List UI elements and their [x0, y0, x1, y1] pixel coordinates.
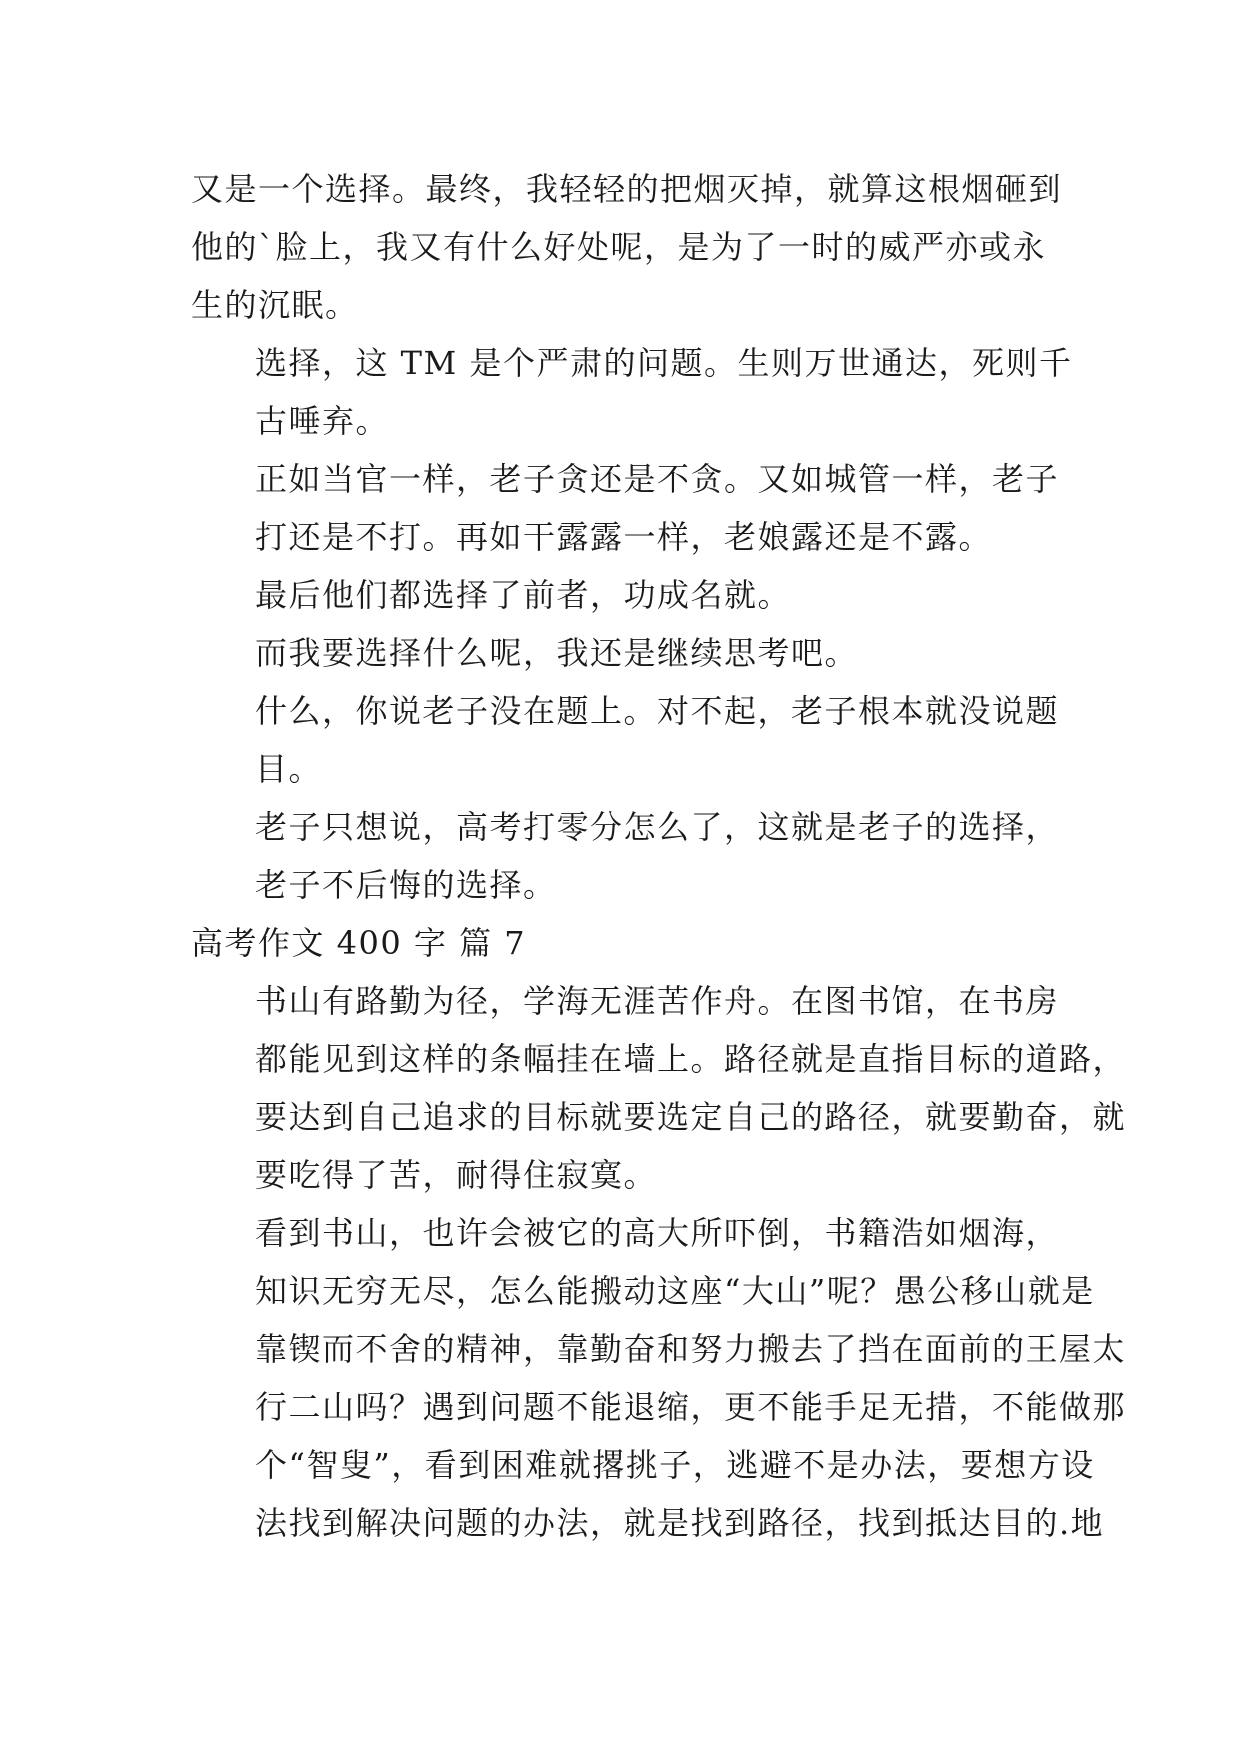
paragraph-line: 法找到解决问题的办法，就是找到路径，找到抵达目的.地 [255, 1504, 1105, 1542]
paragraph-line: 而我要选择什么呢，我还是继续思考吧。 [255, 634, 859, 672]
section-heading: 高考作文 400 字 篇 7 [191, 924, 527, 962]
paragraph-line: 书山有路勤为径，学海无涯苦作舟。在图书馆，在书房 [255, 982, 1060, 1020]
paragraph [191, 566, 1061, 624]
paragraph [191, 624, 1061, 682]
paragraph-line: 知识无穷无尽，怎么能搬动这座“大山”呢？愚公移山就是 [255, 1272, 1095, 1310]
paragraph-line: 正如当官一样，老子贪还是不贪。又如城管一样，老子 [255, 460, 1060, 498]
paragraph [191, 682, 1061, 798]
paragraph-line: 老子不后悔的选择。 [255, 866, 557, 904]
paragraph-line: 什么，你说老子没在题上。对不起，老子根本就没说题 [255, 692, 1060, 730]
paragraph-line: 行二山吗？遇到问题不能退缩，更不能手足无措，不能做那 [255, 1388, 1127, 1426]
paragraph-line: 靠锲而不舍的精神，靠勤奋和努力搬去了挡在面前的王屋太 [255, 1330, 1127, 1368]
paragraph-line: 老子只想说，高考打零分怎么了，这就是老子的选择， [255, 808, 1060, 846]
paragraph-line: 生的沉眠。 [191, 286, 359, 324]
paragraph [191, 798, 1061, 914]
paragraph-line: 要达到自己追求的目标就要选定自己的路径，就要勤奋，就 [255, 1098, 1127, 1136]
paragraph-line: 古唾弃。 [255, 402, 390, 440]
paragraph-line: 目。 [255, 750, 323, 788]
paragraph-line: 要吃得了苦，耐得住寂寞。 [255, 1156, 658, 1194]
paragraph [191, 334, 1073, 450]
paragraph-line: 打还是不打。再如干露露一样，老娘露还是不露。 [255, 518, 993, 556]
paragraph-line: 都能见到这样的条幅挂在墙上。路径就是直指目标的道路， [255, 1040, 1127, 1078]
paragraph [191, 972, 1127, 1204]
paragraph-line: 选择，这 TM 是个严肃的问题。生则万世通达，死则千 [255, 344, 1073, 382]
paragraph-line: 他的`脸上，我又有什么好处呢，是为了一时的威严亦或永 [191, 228, 1047, 266]
paragraph-line: 又是一个选择。最终，我轻轻的把烟灭掉，就算这根烟砸到 [191, 170, 1063, 208]
paragraph-line: 看到书山，也许会被它的高大所吓倒，书籍浩如烟海， [255, 1214, 1060, 1252]
paragraph-line: 个“智叟”，看到困难就撂挑子，逃避不是办法，要想方设 [255, 1446, 1095, 1484]
paragraph [191, 450, 1061, 566]
paragraph [191, 160, 1061, 334]
document-body [191, 160, 1127, 1552]
paragraph [191, 1204, 1127, 1552]
paragraph-line: 最后他们都选择了前者，功成名就。 [255, 576, 792, 614]
